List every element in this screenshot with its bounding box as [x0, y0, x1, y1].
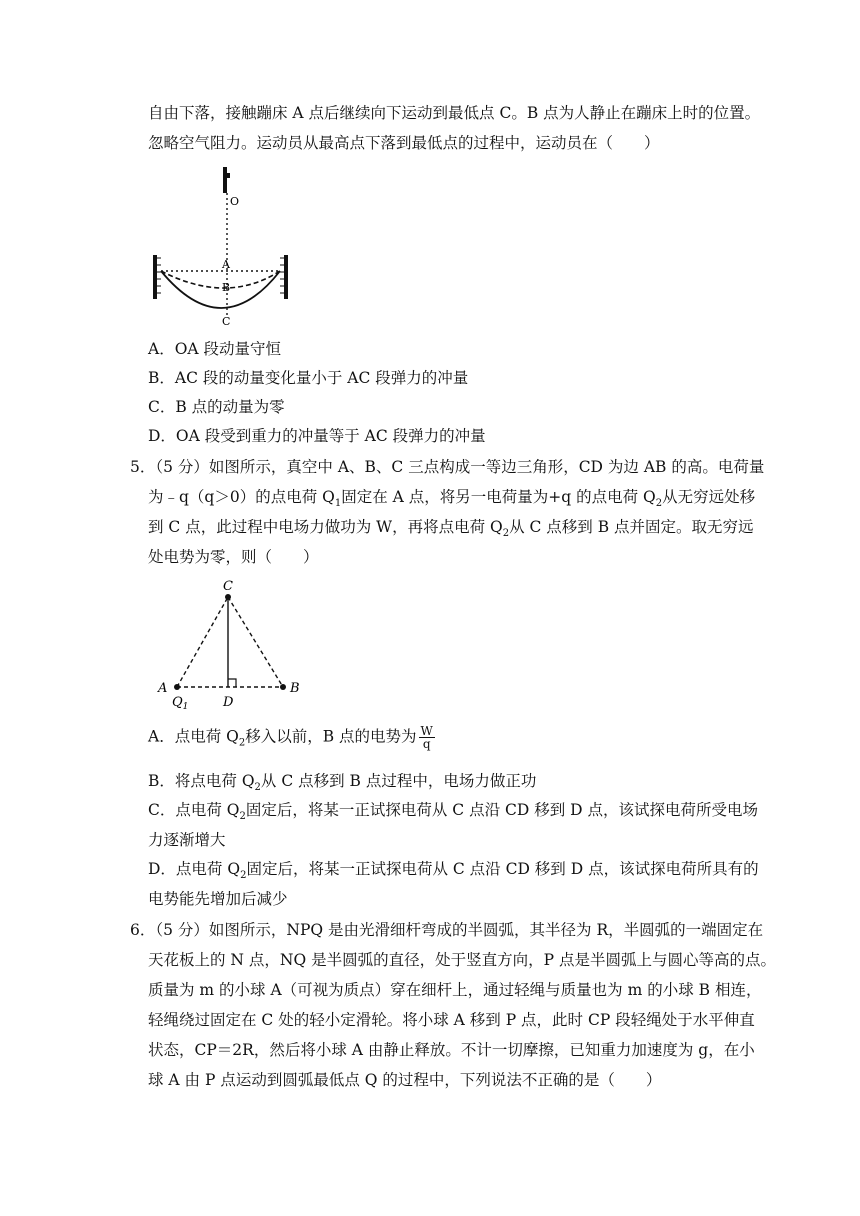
- q4-text-line-1: 自由下落，接触蹦床 A 点后继续向下运动到最低点 C。B 点为人静止在蹦床上时的位置。: [148, 104, 761, 122]
- q5-opt-d-part1: D．点电荷 Q: [148, 860, 241, 878]
- q5-option-d: [148, 858, 759, 887]
- q5-line3-part1: 到 C 点，此过程中电场力做功为 W，再将点电荷 Q: [148, 518, 503, 536]
- q5-text-line-3: [148, 516, 754, 545]
- q5-line3-part2: 从 C 点移到 B 点并固定。取无穷远: [509, 518, 754, 536]
- q6-text-line-3: 质量为 m 的小球 A（可视为质点）穿在细杆上，通过轻绳与质量也为 m 的小球 B 相连，: [148, 981, 762, 999]
- q5-option-d-line2: 电势能先增加后减少: [148, 890, 288, 908]
- q6-text-line-6: 球 A 由 P 点运动到圆弧最低点 Q 的过程中，下列说法不正确的是（ ）: [148, 1071, 662, 1089]
- q5-opt-b-part1: B．将点电荷 Q: [148, 772, 255, 790]
- q2-subscript: 2: [238, 737, 246, 749]
- q5-opt-a-part2: 移入以前，B 点的电势为: [245, 727, 417, 746]
- q5-opt-a-part1: A．点电荷 Q: [148, 727, 239, 746]
- q5-option-c-line2: 力逐渐增大: [148, 831, 226, 849]
- q4-option-c: C．B 点的动量为零: [148, 398, 285, 416]
- q5-text-line-1: 5．（5 分）如图所示，真空中 A、B、C 三点构成一等边三角形，CD 为边 AB 的高。电荷量: [130, 458, 765, 476]
- q2-subscript: 2: [655, 498, 663, 510]
- q5-option-a: [148, 725, 435, 755]
- q5-opt-c-part1: C．点电荷 Q: [148, 801, 240, 819]
- fraction-w-over-q: $\frac{W}{q}$: [420, 724, 433, 751]
- q5-opt-d-part2: 固定后，将某一正试探电荷从 C 点沿 CD 移到 D 点，该试探电荷所具有的: [246, 860, 759, 878]
- q2-subscript: 2: [240, 870, 247, 882]
- label-c: C: [222, 315, 231, 328]
- q5-line2-part2: 固定在 A 点，将另一电荷量为+q 的点电荷 Q: [341, 488, 656, 506]
- right-wall: [280, 255, 288, 299]
- athlete-icon: [223, 167, 230, 193]
- q5-opt-c-part2: 固定后，将某一正试探电荷从 C 点沿 CD 移到 D 点，该试探电荷所受电场: [245, 801, 759, 819]
- point-a: [174, 684, 180, 690]
- point-b: [280, 684, 286, 690]
- q4-text-line-2: 忽略空气阻力。运动员从最高点下落到最低点的过程中，运动员在（ ）: [148, 134, 660, 152]
- q5-option-c: [148, 799, 758, 828]
- q5-text-line-4: 处电势为零，则（ ）: [148, 548, 319, 566]
- q6-text-line-1: 6．（5 分）如图所示，NPQ 是由光滑细杆弯成的半圆弧，其半径为 R，半圆弧的一端固定在: [130, 921, 764, 939]
- q6-text-line-2: 天花板上的 N 点，NQ 是半圆弧的直径，处于竖直方向，P 点是半圆弧上与圆心等高的点。: [148, 951, 776, 969]
- label-a: A: [158, 681, 168, 696]
- label-o: O: [230, 195, 240, 208]
- q6-text-line-5: 状态，CP＝2R，然后将小球 A 由静止释放。不计一切摩擦，已知重力加速度为 g，在小: [148, 1041, 755, 1059]
- q2-subscript: 2: [502, 528, 510, 540]
- q5-opt-b-part2: 从 C 点移到 B 点过程中，电场力做正功: [260, 772, 537, 790]
- point-c: [225, 594, 231, 600]
- triangle-figure: [150, 575, 310, 710]
- q4-option-b: B．AC 段的动量变化量小于 AC 段弹力的冲量: [148, 369, 469, 387]
- label-b: B: [290, 681, 300, 696]
- q6-text-line-4: 轻绳绕过固定在 C 处的轻小定滑轮。将小球 A 移到 P 点，此时 CP 段轻绳处于水平伸直: [148, 1011, 755, 1029]
- label-b: B: [222, 281, 231, 294]
- label-c: C: [223, 579, 233, 594]
- trampoline-figure: [150, 165, 295, 330]
- label-d: D: [223, 695, 234, 710]
- q1-subscript: 1: [334, 498, 342, 510]
- q5-line2-part1: 为﹣q（q＞0）的点电荷 Q: [148, 488, 335, 506]
- left-wall: [153, 255, 161, 299]
- q4-option-a: A．OA 段动量守恒: [148, 340, 282, 358]
- q4-option-d: D．OA 段受到重力的冲量等于 AC 段弹力的冲量: [148, 427, 486, 445]
- q5-option-b: [148, 770, 536, 799]
- q2-subscript: 2: [254, 782, 261, 794]
- q2-subscript: 2: [239, 811, 246, 823]
- q5-text-line-2: [148, 486, 755, 515]
- q5-line2-part3: 从无穷远处移: [662, 488, 756, 506]
- label-a: A: [222, 258, 230, 271]
- label-q1: $Q_1$: [172, 695, 189, 710]
